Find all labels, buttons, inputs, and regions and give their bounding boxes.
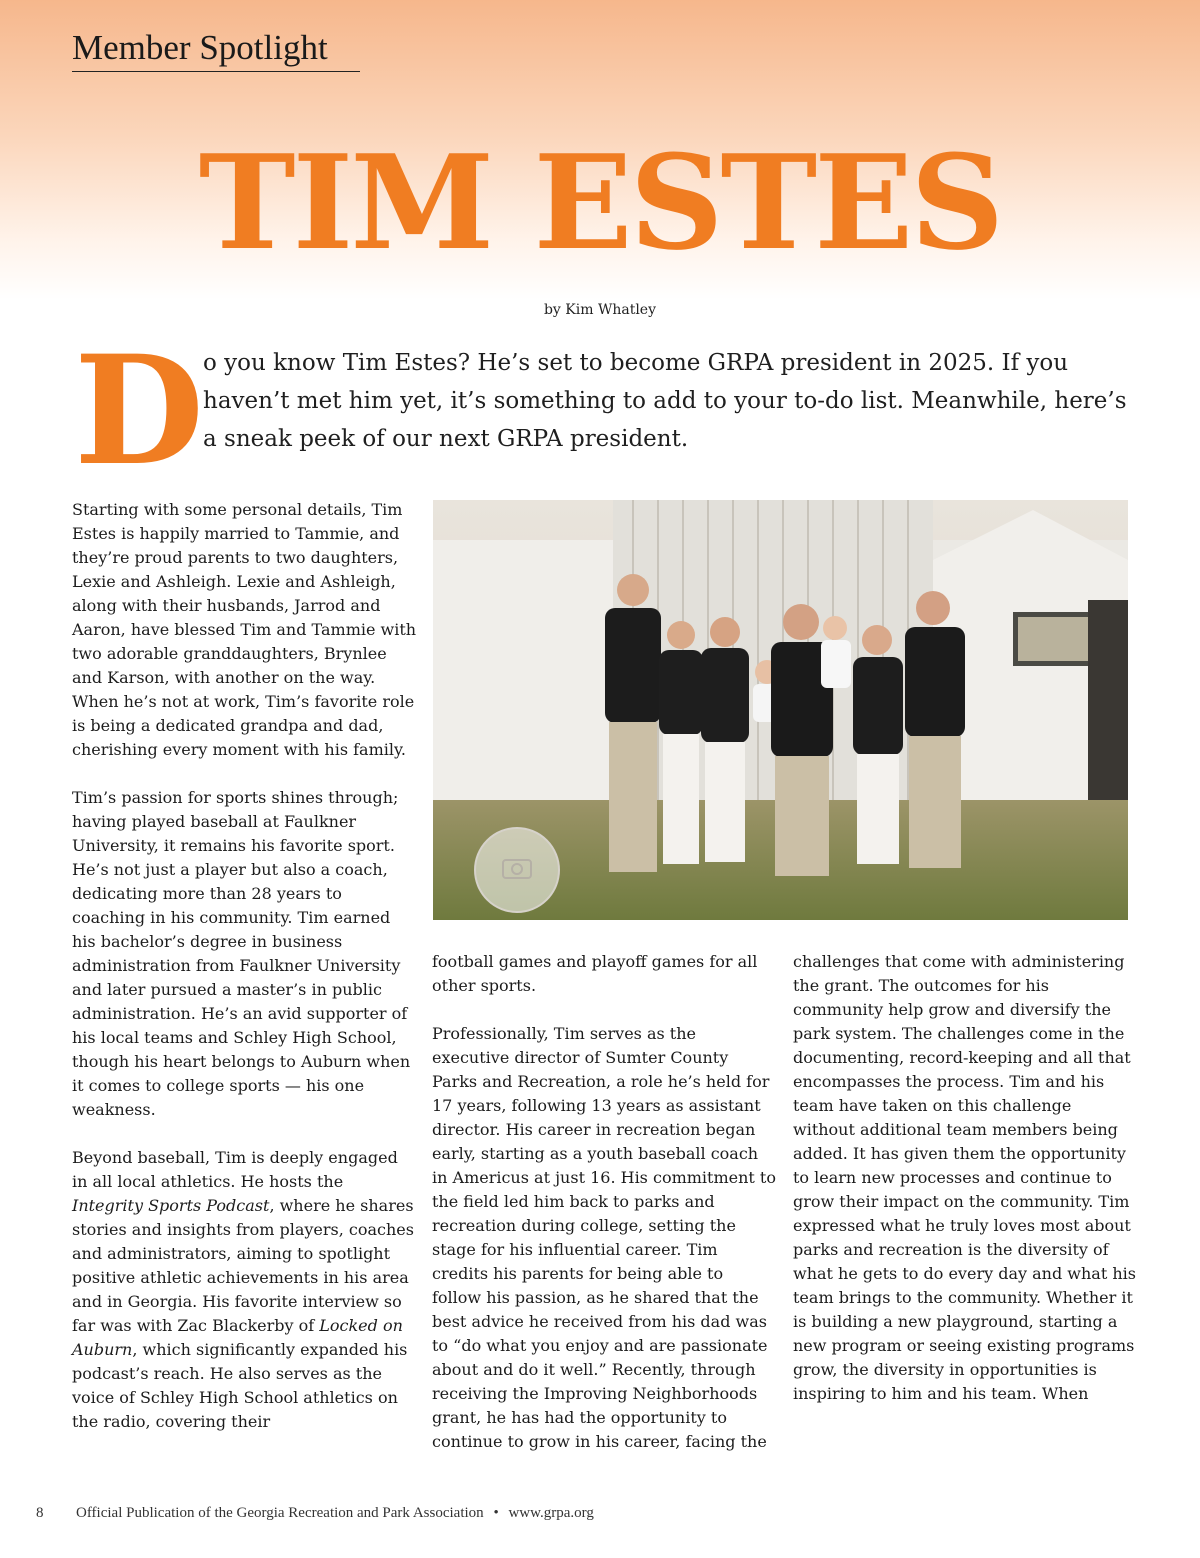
publication-name: Official Publication of the Georgia Recreation and Park Association xyxy=(76,1505,484,1521)
family-photo xyxy=(433,500,1128,920)
paragraph: Starting with some personal details, Tim Estes is happily married to Tammie, and they’re proud parents to two daughters, Lexie and Ashleigh. Lexie and Ashleigh, along with their husbands, Jarrod and Aaron, have blessed Tim and Tammie with two adorable granddaughters, Brynlee and Karson, with another on the way. When he’s not at work, Tim’s favorite role is being a dedicated grandpa and dad, cherishing every moment with his family. xyxy=(72,500,417,759)
section-rule xyxy=(72,71,360,72)
camera-watermark-icon xyxy=(475,828,559,912)
byline: by Kim Whatley xyxy=(543,302,657,318)
show-title: Locked on Auburn xyxy=(72,1316,403,1359)
article-title: TIM ESTES xyxy=(198,126,1002,279)
website-link[interactable]: www.grpa.org xyxy=(508,1505,594,1521)
drop-cap: D xyxy=(74,323,205,499)
footer-separator: • xyxy=(493,1505,499,1521)
article-column-1 xyxy=(72,498,417,1458)
section-label: Member Spotlight xyxy=(72,28,328,67)
intro-paragraph: o you know Tim Estes? He’s set to become GRPA president in 2025. If you haven’t met him yet, it’s something to add to your to-do list. Meanwhile, here’s a sneak peek of our next GRPA president. xyxy=(203,350,1127,452)
article-column-2 xyxy=(432,950,777,1478)
paragraph: Professionally, Tim serves as the executive director of Sumter County Parks and Recreation, a role he’s held for 17 years, following 13 years as assistant director. His career in recreation began early, starting as a youth baseball coach in Americus at just 16. His commitment to the field led him back to parks and recreation during college, setting the stage for his influential career. Tim credits his parents for being able to follow his passion, as he shared that the best advice he received from his dad was to “do what you enjoy and are passionate about and do it well.” Recently, through receiving the Improving Neighborhoods grant, he has had the opportunity to continue to grow in his career, facing the xyxy=(432,1024,776,1451)
page-number: 8 xyxy=(36,1505,44,1521)
article-column-3 xyxy=(793,950,1138,1430)
paragraph: challenges that come with administering the grant. The outcomes for his community help grow and diversify the park system. The challenges come in the documenting, record-keeping and all that encompasses the process. Tim and his team have taken on this challenge without additional team members being added. It has given them the opportunity to learn new processes and continue to grow their impact on the community. Tim expressed what he truly loves most about parks and recreation is the diversity of what he gets to do every day and what his team brings to the community. Whether it is building a new playground, starting a new program or seeing existing programs grow, the diversity in opportunities is inspiring to him and his team. When xyxy=(793,952,1136,1403)
podcast-title: Integrity Sports Podcast xyxy=(72,1196,270,1215)
paragraph: football games and playoff games for all other sports. xyxy=(432,952,758,995)
paragraph: Tim’s passion for sports shines through; having played baseball at Faulkner University, it remains his favorite sport. He’s not just a player but also a coach, dedicating more than 28 years to coaching in his community. Tim earned his bachelor’s degree in business administration from Faulkner University and later pursued a master’s in public administration. He’s an avid supporter of his local teams and Schley High School, though his heart belongs to Auburn when it comes to college sports — his one weakness. xyxy=(72,788,411,1119)
page-footer xyxy=(36,1505,594,1522)
paragraph: Beyond baseball, Tim is deeply engaged in all local athletics. He hosts the Integrity Sports Podcast, where he shares stories and insights from players, coaches and administrators, aiming to spotlight positive athletic achievements in his area and in Georgia. His favorite interview so far was with Zac Blackerby of Locked on Auburn, which significantly expanded his podcast’s reach. He also serves as the voice of Schley High School athletics on the radio, covering their xyxy=(72,1148,414,1431)
